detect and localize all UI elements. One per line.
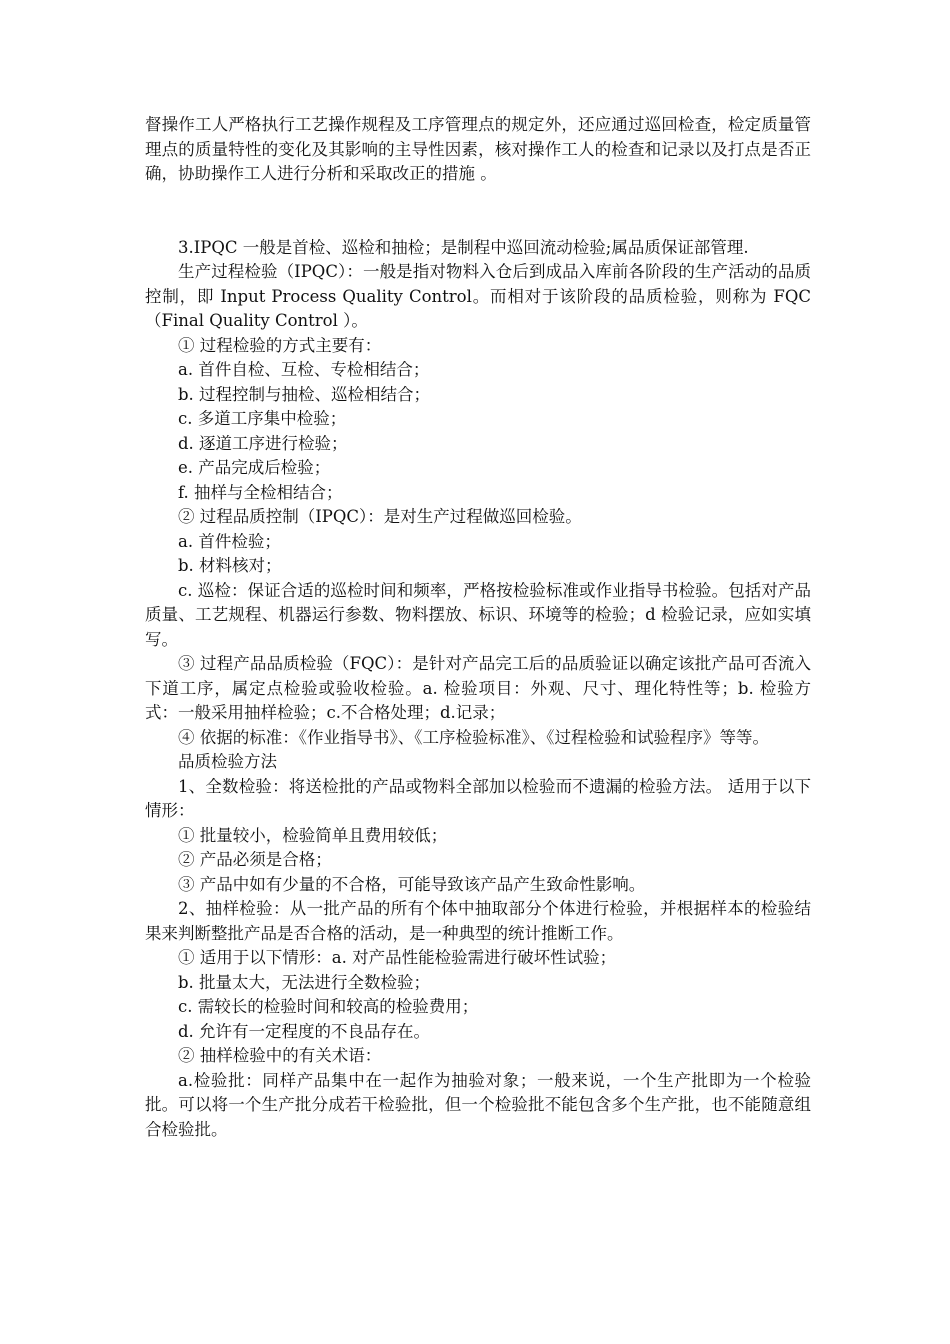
paragraph-full-inspection: 1、全数检验：将送检批的产品或物料全部加以检验而不遗漏的检验方法。 适用于以下情形： xyxy=(145,776,811,820)
list-item: e. 产品完成后检验； xyxy=(178,458,331,477)
list-item: ② 产品必须是合格； xyxy=(178,850,332,869)
list-item: a. 首件自检、互检、专检相结合； xyxy=(178,360,430,379)
list-item: ③ 产品中如有少量的不合格，可能导致该产品产生致命性影响。 xyxy=(178,874,646,894)
paragraph-supervision: 督操作工人严格执行工艺操作规程及工序管理点的规定外，还应通过巡回检查，检定质量管理点的质量特性的变化及其影响的主导性因素，核对操作工人的检查和记录以及打点是否正确，协助操作工人进行分析和采取改正的措施 。 xyxy=(145,115,811,183)
list-heading-sampling-terms: ② 抽样检验中的有关术语： xyxy=(178,1046,382,1065)
paragraph-spacer xyxy=(145,187,811,236)
list-item: c. 需较长的检验时间和较高的检验费用； xyxy=(178,997,479,1016)
list-item: c. 多道工序集中检验； xyxy=(178,409,347,428)
section-heading-quality-inspection-methods: 品质检验方法 xyxy=(178,752,277,771)
list-item: ① 适用于以下情形：a. 对产品性能检验需进行破坏性试验； xyxy=(178,948,617,967)
list-item: c. 巡检：保证合适的巡检时间和频率，严格按检验标准或作业指导书检验。包括对产品质量、工艺规程、机器运行参数、物料摆放、标识、环境等的检验；d 检验记录，应如实填写。 xyxy=(145,580,811,649)
paragraph-sampling-inspection: 2、抽样检验：从一批产品的所有个体中抽取部分个体进行检验，并根据样本的检验结果来判断整批产品是否合格的活动，是一种典型的统计推断工作。 xyxy=(145,899,811,943)
list-item: ① 批量较小，检验简单且费用较低； xyxy=(178,825,448,845)
list-item: d. 逐道工序进行检验； xyxy=(178,433,348,453)
list-item: b. 材料核对； xyxy=(178,556,282,575)
list-item: a. 首件检验； xyxy=(178,531,281,551)
list-heading-inspection-methods: ① 过程检验的方式主要有： xyxy=(178,335,382,355)
list-item: f. 抽样与全检相结合； xyxy=(178,482,343,502)
paragraph-ipqc-types: 3.IPQC 一般是首检、巡检和抽检；是制程中巡回流动检验;属品质保证部管理. xyxy=(178,237,749,257)
paragraph-fqc: ③ 过程产品品质检验（FQC）：是针对产品完工后的品质验证以确定该批产品可否流入下道工序，属定点检验或验收检验。a. 检验项目：外观、尺寸、理化特性等；b. 检验方式：一般采用抽样检验；c.不合格处理；d.记录； xyxy=(145,654,811,722)
list-item: b. 批量太大，无法进行全数检验； xyxy=(178,972,431,992)
list-item: d. 允许有一定程度的不良品存在。 xyxy=(178,1021,431,1041)
list-item: b. 过程控制与抽检、巡检相结合； xyxy=(178,384,431,404)
paragraph-inspection-lot: a.检验批：同样产品集中在一起作为抽验对象；一般来说，一个生产批即为一个检验批。可以将一个生产批分成若干检验批，但一个检验批不能包含多个生产批，也不能随意组合检验批。 xyxy=(145,1070,811,1139)
list-heading-ipqc-control: ② 过程品质控制（IPQC）：是对生产过程做巡回检验。 xyxy=(178,507,582,526)
paragraph-standards: ④ 依据的标准：《作业指导书》、《工序检验标准》、《过程检验和试验程序》等等。 xyxy=(178,727,769,747)
paragraph-ipqc-definition: 生产过程检验（IPQC）：一般是指对物料入仓后到成品入库前各阶段的生产活动的品质控制，即 Input Process Quality Control。而相对于该阶段的品质检验，则称为 FQC（Final Quality Control ）。 xyxy=(145,262,811,330)
document-body xyxy=(145,113,811,1142)
